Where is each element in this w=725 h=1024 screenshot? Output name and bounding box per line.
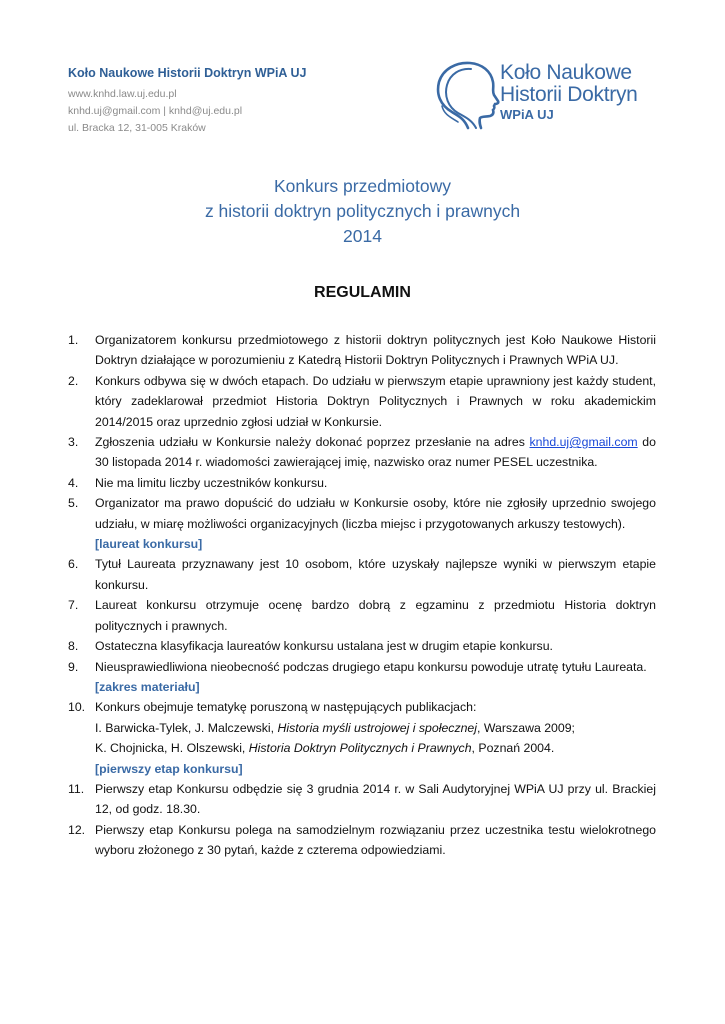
- rule-text: Ostateczna klasyfikacja laureatów konkursu ustalana jest w drugim etapie konkursu.: [95, 639, 553, 654]
- rule-number: 5.: [68, 496, 79, 511]
- rule-text-end: do 30 listopada 2014 r. wiadomości zawierającej imię, nazwisko oraz numer PESEL uczestnika.: [95, 435, 656, 470]
- reference-authors: K. Chojnicka, H. Olszewski,: [95, 741, 246, 756]
- title-line-2: z historii doktryn politycznych i prawnych: [204, 201, 521, 221]
- reference-publication: , Warszawa 2009;: [477, 720, 575, 735]
- rule-number: 2.: [68, 373, 79, 388]
- email-addresses[interactable]: knhd.uj@gmail.com | knhd@uj.edu.pl: [68, 105, 243, 117]
- rule-text: [95, 432, 656, 473]
- rule-number: 11.: [68, 781, 85, 796]
- section-heading-laureate: [laureat konkursu]: [95, 537, 203, 552]
- title-year: 2014: [343, 226, 382, 246]
- rule-item: [68, 371, 656, 432]
- rule-number: 8.: [68, 639, 79, 654]
- rule-text: Laureat konkursu otrzymuje ocenę bardzo dobrą z egzaminu z przedmiotu Historia doktryn politycznych i prawnych.: [95, 598, 656, 633]
- rule-text: Pierwszy etap Konkursu odbędzie się 3 grudnia 2014 r. w Sali Audytoryjnej WPiA UJ przy ul. Brackiej 12, od godz. 18.30.: [95, 781, 656, 817]
- postal-address: ul. Bracka 12, 31-005 Kraków: [68, 122, 206, 134]
- org-name: Koło Naukowe Historii Doktryn WPiA UJ: [68, 66, 307, 80]
- rule-text: Pierwszy etap Konkursu polega na samodzielnym rozwiązaniu przez uczestnika testu wielokrotnego wyboru złożonego z 30 pytań, każde z czterema odpowiedziami.: [95, 822, 656, 858]
- rule-text: Nie ma limitu liczby uczestników konkursu.: [95, 475, 328, 490]
- head-profile-icon: [428, 60, 502, 132]
- letterhead: [68, 61, 668, 156]
- title-line-1: Konkurs przedmiotowy: [273, 176, 452, 196]
- rule-text: Konkurs odbywa się w dwóch etapach. Do udziału w pierwszym etapie uprawniony jest każdy student, który zadeklarował przedmiot Historia Doktryn Politycznych i Prawnych w roku akademickim 2014/2015 oraz uprzednio zgłosi udział w Konkursie.: [95, 373, 656, 429]
- reference-2: [95, 741, 554, 755]
- rule-item: [68, 636, 656, 656]
- rule-text: [95, 697, 656, 758]
- reference-publication: , Poznań 2004.: [471, 741, 555, 756]
- rule-number: 6.: [68, 557, 79, 572]
- rule-item: [68, 330, 656, 371]
- reference-title: Historia myśli ustrojowej i społecznej: [277, 720, 478, 735]
- section-heading-first-stage: [pierwszy etap konkursu]: [95, 761, 243, 776]
- logo-title-line2: Historii Doktryn: [500, 83, 638, 106]
- regulations-heading: REGULAMIN: [314, 284, 411, 301]
- rule-text: Organizatorem konkursu przedmiotowego z historii doktryn politycznych jest Koło Naukowe Historii Doktryn działające w porozumieniu z Katedrą Historii Doktryn Politycznych i Prawnych WPiA UJ.: [95, 333, 656, 368]
- rule-item: [68, 595, 656, 636]
- logo-subtitle: WPiA UJ: [500, 107, 554, 122]
- rules-list: [68, 330, 656, 861]
- rule-item: [68, 820, 656, 861]
- rule-number: 10.: [68, 700, 86, 715]
- email-link[interactable]: knhd.uj@gmail.com: [529, 435, 638, 450]
- rule-text-start: Zgłoszenia udziału w Konkursie należy dokonać poprzez przesłanie na adres: [95, 435, 525, 450]
- rule-number: 9.: [68, 659, 79, 674]
- website-link[interactable]: www.knhd.law.uj.edu.pl: [68, 88, 177, 100]
- rule-text: Organizator ma prawo dopuścić do udziału w Konkursie osoby, które nie zgłosiły uprzednio swojego udziału, w miarę możliwości organizacyjnych (liczba miejsc i przygotowanych arkuszy testowych).: [95, 496, 656, 531]
- reference-title: Historia Doktryn Politycznych i Prawnych: [248, 741, 472, 756]
- rule-number: 3.: [68, 435, 79, 450]
- reference-authors: I. Barwicka-Tylek, J. Malczewski,: [95, 720, 275, 735]
- rule-number: 4.: [68, 475, 79, 490]
- rule-item: [68, 554, 656, 595]
- rule-text: Tytuł Laureata przyznawany jest 10 osobom, które uzyskały najlepsze wyniki w pierwszym etapie konkursu.: [95, 557, 656, 592]
- rule-number: 7.: [68, 598, 79, 613]
- rule-item: [68, 432, 656, 473]
- rule-item: [68, 473, 656, 493]
- club-logo: [428, 60, 668, 132]
- rule-item: [68, 657, 656, 677]
- rule-text: Nieusprawiedliwiona nieobecność podczas drugiego etapu konkursu powoduje utratę tytułu Laureata.: [95, 659, 647, 674]
- section-heading-material: [zakres materiału]: [95, 679, 200, 694]
- rule-item: [68, 697, 656, 758]
- logo-title-line1: Koło Naukowe: [500, 61, 632, 84]
- rule-item: [68, 779, 656, 820]
- rule-intro: Konkurs obejmuje tematykę poruszoną w następujących publikacjach:: [95, 700, 477, 715]
- reference-1: [95, 721, 575, 735]
- rule-item: [68, 493, 656, 534]
- rule-number: 1.: [68, 333, 79, 347]
- rule-number: 12.: [68, 822, 86, 837]
- document-title: [0, 174, 725, 249]
